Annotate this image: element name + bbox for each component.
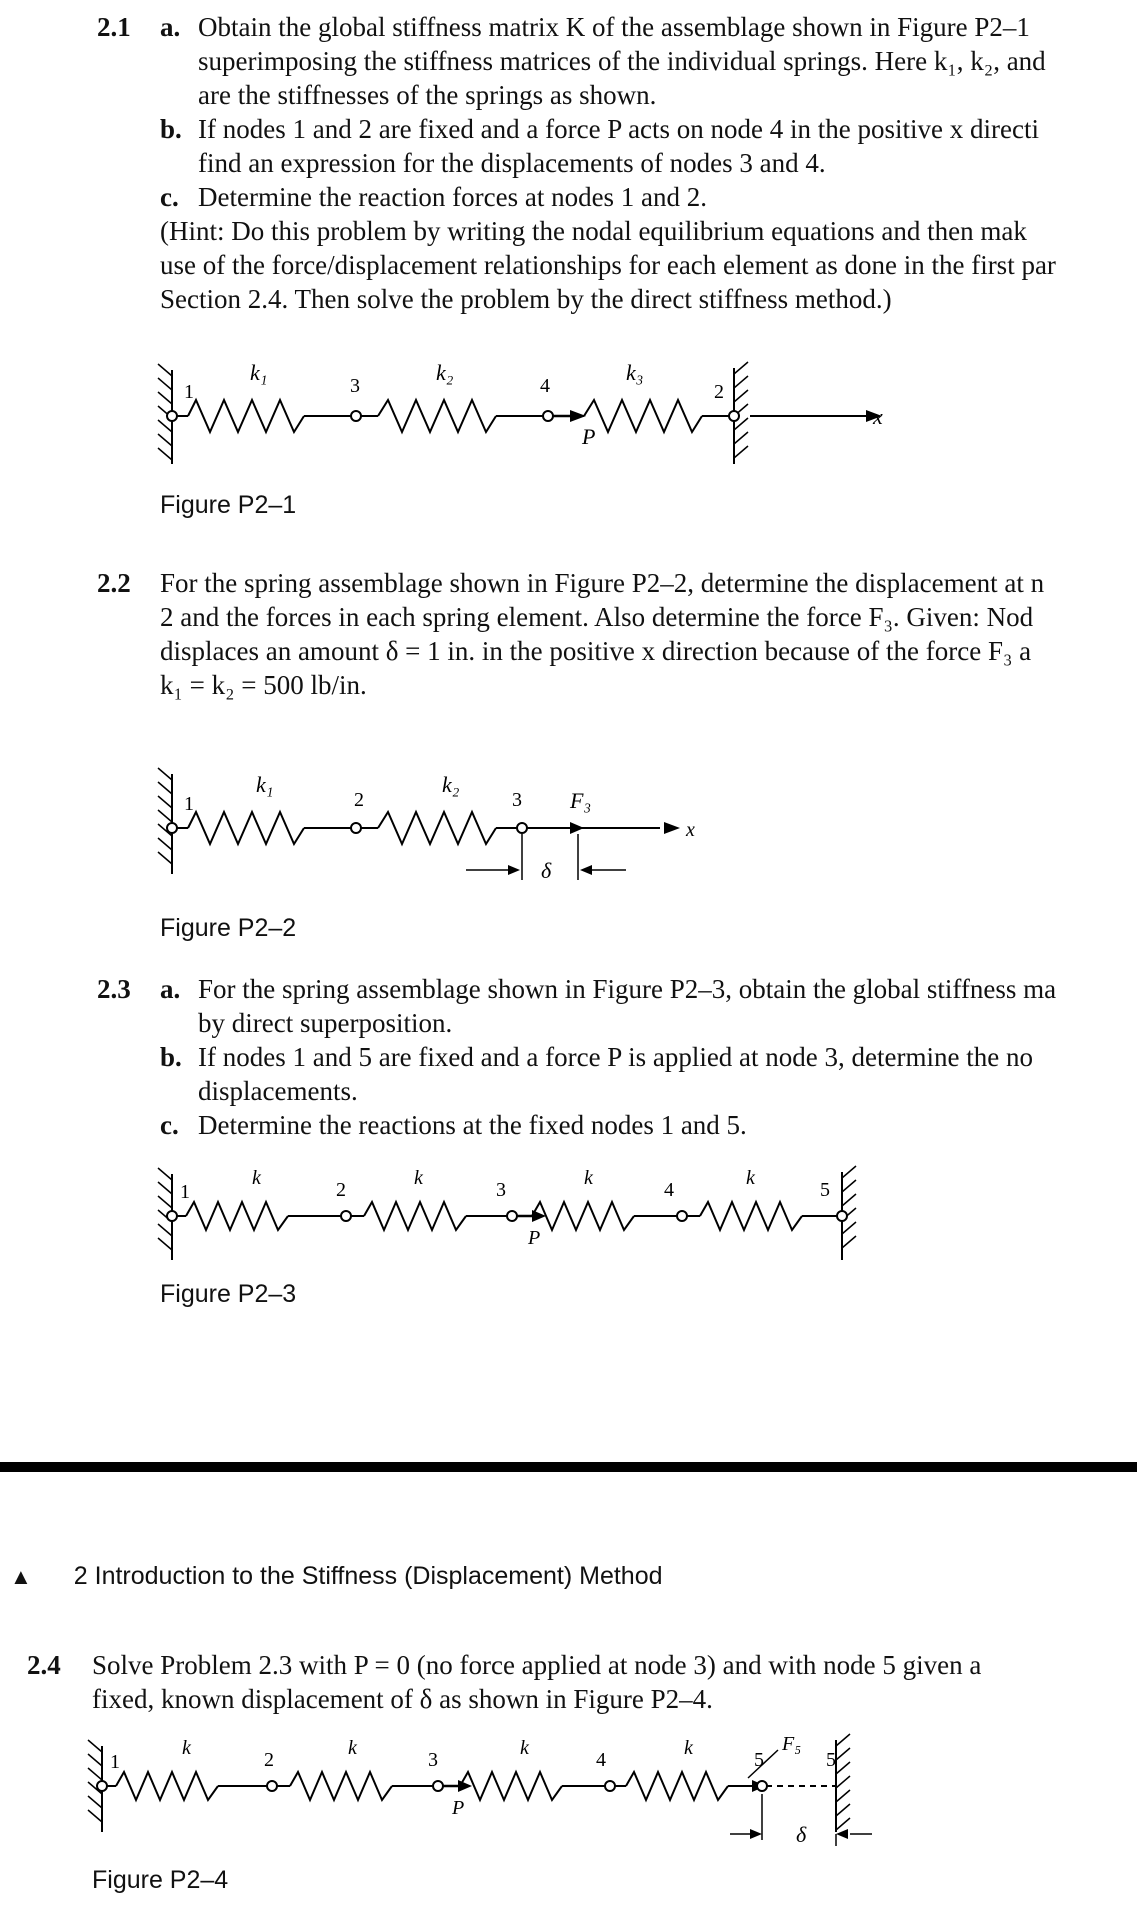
label-k-2: k [414,1167,423,1189]
problem-2-4-number: 2.4 [27,1650,61,1680]
label-k-3: k [520,1737,529,1759]
label-k1: k₁ [256,772,274,797]
problem-2-1-a-line1: Obtain the global stiffness matrix K of the assemblage shown in Figure P2–1 [198,12,1030,42]
problem-2-3-a-line1: For the spring assemblage shown in Figure P2–3, obtain the global stiffness ma [198,974,1057,1004]
label-k-1: k [182,1737,191,1759]
label-node-2: 2 [714,381,724,403]
label-node-2: 2 [336,1179,346,1201]
label-k-4: k [684,1737,693,1759]
node-4 [605,1781,615,1791]
label-node-2: 2 [264,1749,274,1771]
label-k2: k₂ [442,772,460,797]
label-node-1: 1 [184,381,194,403]
label-k-3: k [584,1167,593,1189]
figure-p2-1 [0,340,1137,480]
spring-4 [626,1772,728,1800]
problem-2-3-number: 2.3 [97,974,131,1004]
spring-3 [460,1772,562,1800]
label-node-4: 4 [596,1749,606,1771]
label-force-p: P [582,424,596,449]
problem-2-4-line2: fixed, known displacement of δ as shown in Figure P2–4. [92,1684,713,1714]
figure-p2-3-caption: Figure P2–3 [160,1280,297,1308]
problem-2-1-hint-line1: (Hint: Do this problem by writing the nodal equilibrium equations and then mak [160,216,1027,246]
label-force-f3: F₃ [570,788,592,813]
label-k3: k₃ [626,360,644,385]
label-k-1: k [252,1167,261,1189]
node-3 [517,823,527,833]
problem-2-3-b-line2: displacements. [198,1076,358,1106]
force-f3-arrowhead [570,822,584,834]
problem-2-3-b-line1: If nodes 1 and 5 are fixed and a force P is applied at node 3, determine the no [198,1042,1033,1072]
node-5 [757,1781,767,1791]
problem-2-1-a-line2: superimposing the stiffness matrices of the individual springs. Here k₁, k₂, and [198,46,1046,76]
spring-k1 [188,812,304,844]
node-1 [167,411,177,421]
figure-p2-4-caption: Figure P2–4 [92,1866,229,1894]
problem-2-4-line1: Solve Problem 2.3 with P = 0 (no force applied at node 3) and with node 5 given a [92,1650,982,1680]
force-p-arrowhead [570,410,586,422]
problem-2-2-line2: 2 and the forces in each spring element. Also determine the force F₃. Given: Nod [160,602,1034,632]
spring-k2 [378,812,496,844]
problem-2-2-line1: For the spring assemblage shown in Figure P2–2, determine the displacement at n [160,568,1045,598]
problem-2-1-b-line2: find an expression for the displacements of nodes 3 and 4. [198,148,826,178]
x-axis-arrowhead [664,822,680,834]
label-delta: δ [796,1822,807,1847]
problem-2-1-a-line3: are the stiffnesses of the springs as shown. [198,80,657,110]
spring-k3 [584,400,702,432]
node-2 [351,823,361,833]
spring-4 [700,1202,802,1230]
problem-2-2-line3: displaces an amount δ = 1 in. in the positive x direction because of the force F₃ a [160,636,1032,666]
label-node-4: 4 [540,375,550,397]
label-node-4: 4 [664,1179,674,1201]
node-1 [167,1211,177,1221]
label-x-axis: x [873,404,883,429]
figure-p2-1-caption: Figure P2–1 [160,491,297,519]
node-2 [267,1781,277,1791]
spring-3 [532,1202,634,1230]
problem-2-2-number: 2.2 [97,568,131,598]
spring-k2 [378,400,496,432]
label-node-1: 1 [110,1751,120,1773]
label-node-5: 5 [754,1749,764,1771]
label-node-2: 2 [354,789,364,811]
label-node-3: 3 [428,1749,438,1771]
problem-2-2-line4: k₁ = k₂ = 500 lb/in. [160,670,367,700]
chapter-header-text: 2 Introduction to the Stiffness (Displacement) Method [73,1562,663,1590]
delta-arrow-left [508,865,520,875]
label-node-5: 5 [820,1179,830,1201]
label-k-2: k [348,1737,357,1759]
chapter-header [10,1562,663,1591]
delta-arrow-left [750,1829,762,1839]
delta-arrow-right [580,865,592,875]
problem-2-1-b-line1: If nodes 1 and 2 are fixed and a force P acts on node 4 in the positive x directi [198,114,1039,144]
spring-k1 [188,400,304,432]
label-k2: k₂ [436,360,454,385]
problem-2-3-a-label: a. [160,974,181,1004]
node-1 [167,823,177,833]
delta-arrow-right [836,1829,848,1839]
problem-2-3-c-label: c. [160,1110,179,1140]
problem-2-1-hint-line2: use of the force/displacement relationships for each element as done in the first par [160,250,1056,280]
label-k1: k₁ [250,360,268,385]
label-k-4: k [746,1167,755,1189]
node-4 [543,411,553,421]
label-node-1: 1 [184,793,194,815]
problem-2-3-a-line2: by direct superposition. [198,1008,453,1038]
label-node-3: 3 [496,1179,506,1201]
label-node-1: 1 [180,1181,190,1203]
force-p-arrowhead [458,1780,472,1792]
node-2 [341,1211,351,1221]
node-4 [677,1211,687,1221]
label-force-p: P [452,1797,465,1819]
label-x-axis: x [686,819,695,841]
label-node-5-displaced: 5 [826,1749,836,1771]
node-3 [433,1781,443,1791]
figure-p2-2-caption: Figure P2–2 [160,914,297,942]
spring-1 [116,1772,218,1800]
problem-2-3-b-label: b. [160,1042,182,1072]
problem-2-1-c-label: c. [160,182,179,212]
label-delta: δ [541,858,552,883]
spring-1 [186,1202,288,1230]
problem-2-3-c-line1: Determine the reactions at the fixed nodes 1 and 5. [198,1110,747,1140]
node-3 [507,1211,517,1221]
figure-p2-4 [0,1722,1137,1852]
label-node-3: 3 [512,789,522,811]
spring-2 [290,1772,392,1800]
problem-2-1-c-line1: Determine the reaction forces at nodes 1 and 2. [198,182,708,212]
problem-2-1-a-label: a. [160,12,181,42]
node-5 [837,1211,847,1221]
problem-2-1-number: 2.1 [97,12,131,42]
page-divider [0,1462,1137,1472]
problem-2-1-b-label: b. [160,114,182,144]
node-1 [97,1781,107,1791]
triangle-marker-icon: ▲ [10,1564,32,1589]
figure-p2-2 [0,750,1137,900]
problem-2-1-hint-line3: Section 2.4. Then solve the problem by the direct stiffness method.) [160,284,892,314]
label-force-f5: F₅ [782,1733,802,1755]
spring-2 [364,1202,466,1230]
node-2 [729,411,739,421]
node-3 [351,411,361,421]
label-force-p: P [528,1227,541,1249]
figure-p2-3 [0,1160,1137,1270]
label-node-3: 3 [350,375,360,397]
